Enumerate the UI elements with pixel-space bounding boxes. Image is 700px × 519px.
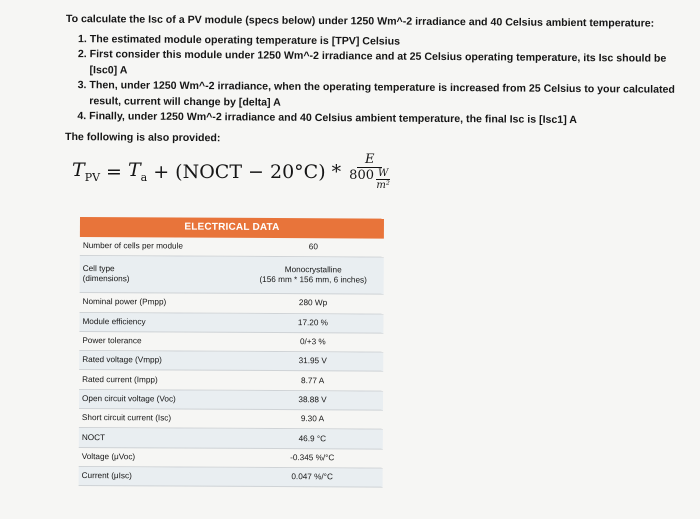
row-label: Power tolerance	[82, 336, 142, 346]
table-row	[79, 409, 383, 430]
table-row	[80, 237, 384, 258]
provided-text: The following is also provided:	[64, 130, 221, 144]
step-item: 4. Finally, under 1250 Wm^-2 irradiance and 40 Celsius ambient temperature, the final Isc is [Isc1] A	[89, 109, 685, 129]
formula-equals: =	[106, 160, 122, 183]
row-label: Open circuit voltage (Voc)	[82, 393, 176, 404]
row-value: 31.95 V	[298, 356, 327, 366]
row-label: Rated current (Impp)	[82, 374, 158, 385]
row-label: Module efficiency	[82, 316, 146, 327]
table-row	[79, 390, 383, 411]
row-value: 280 Wp	[298, 298, 328, 308]
row-value: 9.30 A	[300, 414, 325, 424]
row-label: Rated voltage (Vmpp)	[82, 355, 162, 365]
row-value: Monocrystalline (156 mm * 156 mm, 6 inches)	[259, 265, 367, 285]
row-value: 0/+3 %	[299, 337, 326, 347]
row-label: NOCT	[81, 432, 106, 442]
row-value: 46.9 °C	[298, 433, 327, 443]
row-value: 17.20 %	[297, 317, 328, 328]
table-row	[79, 467, 383, 488]
question-text	[65, 12, 686, 150]
table-row	[79, 428, 383, 449]
tpv-formula	[72, 152, 390, 191]
step-item: 3. Then, under 1250 Wm^-2 irradiance, when the operating temperature is increased from 25 Celsius to your calculated result, current will change by [delta] A	[89, 78, 685, 114]
fraction-denominator: 800 W m²	[349, 168, 390, 191]
row-label: Cell type (dimensions)	[82, 264, 130, 284]
row-label: Voltage (μVoc)	[81, 451, 136, 462]
electrical-data-table	[79, 217, 384, 488]
row-label: Number of cells per module	[82, 241, 183, 251]
table-row	[79, 293, 383, 314]
row-label: Current (μIsc)	[81, 471, 132, 481]
row-value: 38.88 V	[298, 395, 327, 405]
question-intro: To calculate the Isc of a PV module (specs below) under 1250 Wm^-2 irradiance and 40 Celsius ambient temperature:	[65, 12, 655, 30]
step-item: 2. First consider this module under 1250 Wm^-2 irradiance and at 25 Celsius operating temperature, its Isc should be [Isc0] A	[89, 47, 685, 83]
fraction-numerator: E	[357, 152, 383, 168]
fraction-unit: W m²	[376, 168, 390, 191]
row-value: 8.77 A	[301, 375, 325, 385]
row-label: Nominal power (Pmpp)	[82, 297, 167, 307]
table-row	[79, 313, 383, 334]
formula-lhs: $T_{PV}$	[72, 159, 101, 184]
steps-list	[65, 31, 686, 129]
row-value: 60	[308, 242, 318, 252]
row-value: -0.345 %/°C	[290, 452, 335, 463]
table-row	[80, 256, 384, 295]
row-value: 0.047 %/°C	[291, 472, 333, 482]
table-row	[79, 351, 383, 372]
table-row	[79, 332, 383, 353]
row-label: Short circuit current (Isc)	[81, 413, 172, 423]
formula-ta: $T_a$	[127, 159, 148, 184]
table-row	[79, 370, 383, 391]
formula-fraction	[349, 152, 390, 191]
table-header: ELECTRICAL DATA	[80, 217, 384, 239]
table-body	[79, 237, 384, 488]
table-row	[79, 448, 383, 469]
formula-noct-term: + (NOCT − 20°C) *	[153, 160, 342, 183]
step-item: 1. The estimated module operating temperature is [TPV] Celsius	[90, 32, 686, 52]
